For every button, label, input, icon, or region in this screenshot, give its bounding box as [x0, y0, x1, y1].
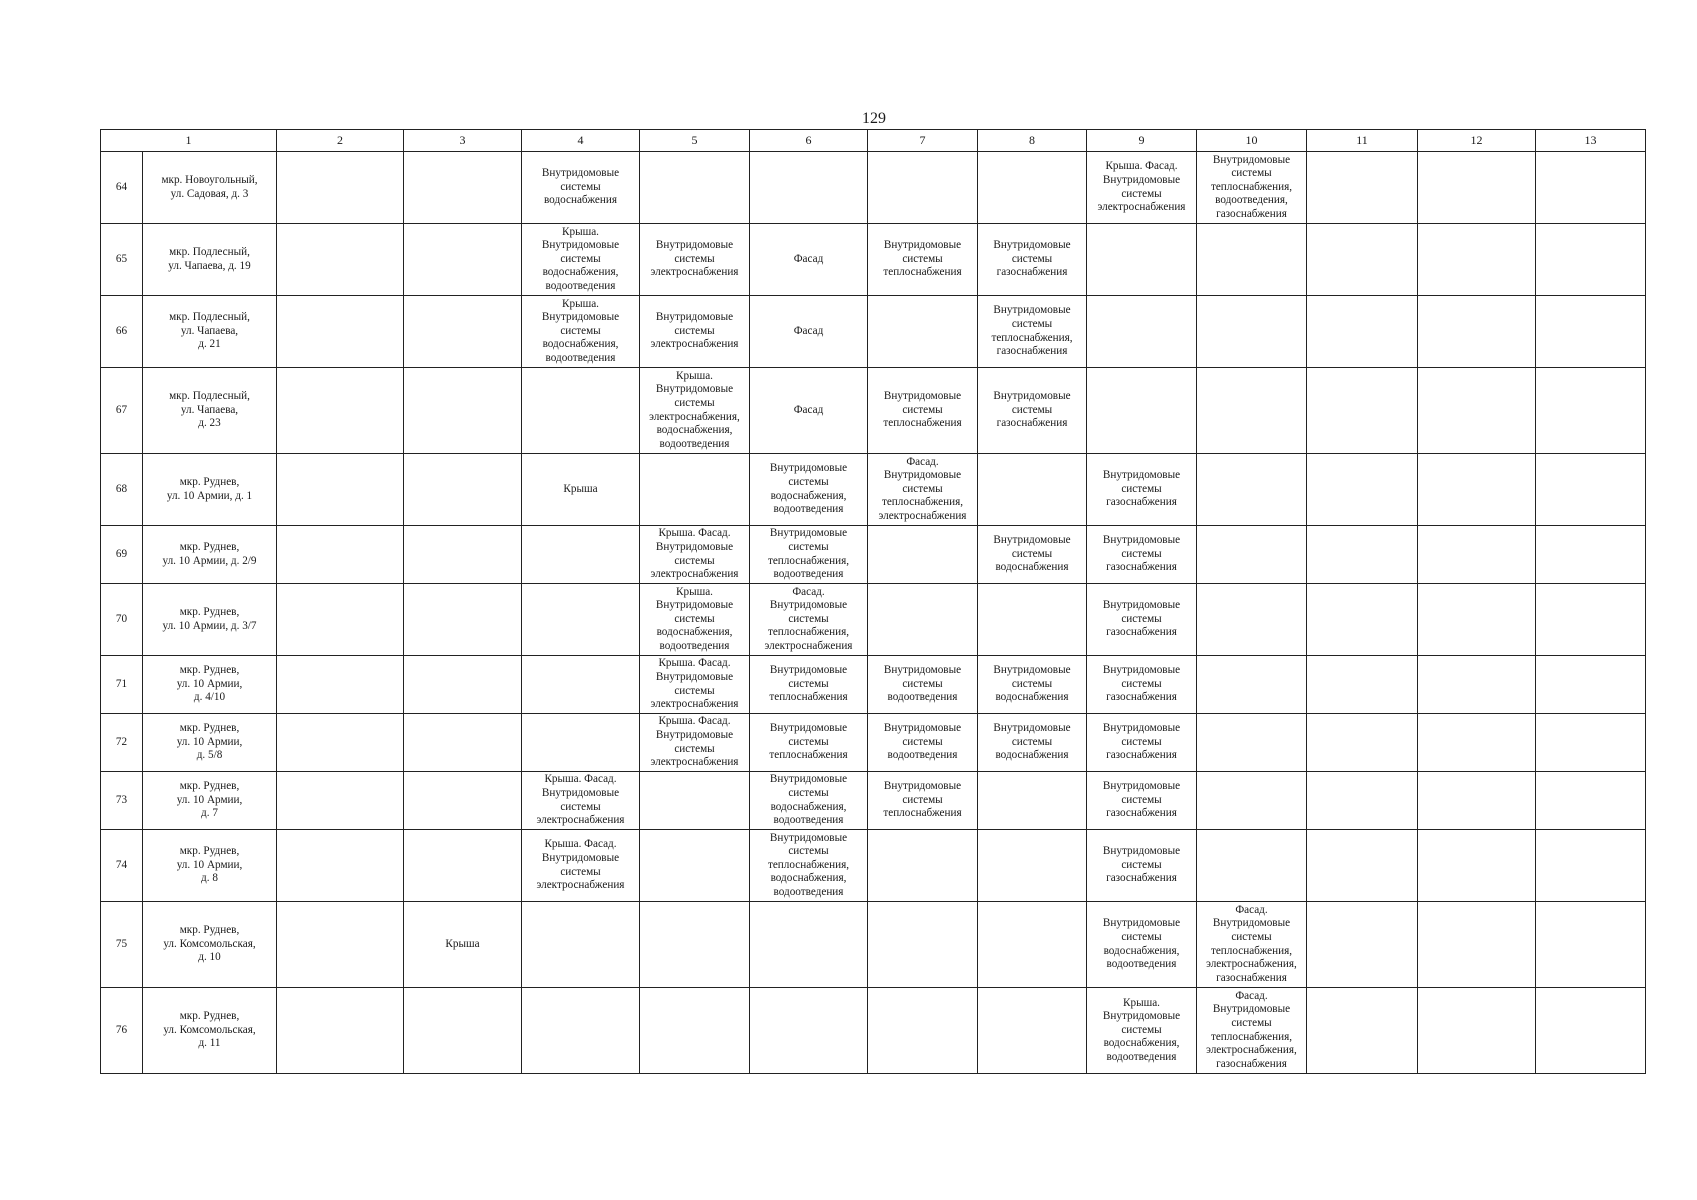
work-cell-col-13 — [1536, 296, 1646, 368]
work-cell-col-10 — [1197, 656, 1307, 714]
work-cell-col-7: Внутридомовые системы теплоснабжения — [868, 368, 978, 454]
work-cell-col-4 — [522, 584, 640, 656]
work-cell-col-3 — [404, 224, 522, 296]
table-row — [101, 368, 1646, 454]
table-row — [101, 526, 1646, 584]
work-cell-col-10 — [1197, 714, 1307, 772]
work-cell-col-2 — [277, 714, 404, 772]
work-cell-col-11 — [1307, 988, 1418, 1074]
work-cell-col-4 — [522, 902, 640, 988]
work-cell-col-2 — [277, 296, 404, 368]
work-cell-col-12 — [1418, 988, 1536, 1074]
work-cell-col-4 — [522, 656, 640, 714]
address-cell: мкр. Новоугольный, ул. Садовая, д. 3 — [143, 152, 277, 224]
work-cell-col-8 — [978, 902, 1087, 988]
work-cell-col-3 — [404, 152, 522, 224]
row-number: 76 — [101, 988, 143, 1074]
work-cell-col-8 — [978, 454, 1087, 526]
work-cell-col-10: Фасад. Внутридомовые системы теплоснабжения, электроснабжения, газоснабжения — [1197, 902, 1307, 988]
repair-schedule-table — [100, 129, 1646, 1074]
column-header: 1 — [101, 130, 277, 152]
work-cell-col-3 — [404, 526, 522, 584]
work-cell-col-9: Внутридомовые системы газоснабжения — [1087, 584, 1197, 656]
work-cell-col-3 — [404, 772, 522, 830]
table-row — [101, 454, 1646, 526]
address-cell: мкр. Подлесный, ул. Чапаева, д. 19 — [143, 224, 277, 296]
work-cell-col-10 — [1197, 296, 1307, 368]
work-cell-col-9 — [1087, 296, 1197, 368]
work-cell-col-11 — [1307, 454, 1418, 526]
column-header: 7 — [868, 130, 978, 152]
work-cell-col-11 — [1307, 830, 1418, 902]
work-cell-col-6 — [750, 152, 868, 224]
work-cell-col-12 — [1418, 584, 1536, 656]
row-number: 69 — [101, 526, 143, 584]
work-cell-col-11 — [1307, 772, 1418, 830]
work-cell-col-13 — [1536, 656, 1646, 714]
work-cell-col-7 — [868, 152, 978, 224]
work-cell-col-5: Крыша. Внутридомовые системы электроснабжения, водоснабжения, водоотведения — [640, 368, 750, 454]
work-cell-col-6 — [750, 902, 868, 988]
address-cell: мкр. Руднев, ул. 10 Армии, д. 1 — [143, 454, 277, 526]
work-cell-col-13 — [1536, 152, 1646, 224]
work-cell-col-6: Внутридомовые системы теплоснабжения — [750, 656, 868, 714]
work-cell-col-4: Крыша. Фасад. Внутридомовые системы электроснабжения — [522, 772, 640, 830]
table-row — [101, 772, 1646, 830]
work-cell-col-10 — [1197, 830, 1307, 902]
work-cell-col-3 — [404, 656, 522, 714]
work-cell-col-11 — [1307, 714, 1418, 772]
work-cell-col-7: Внутридомовые системы теплоснабжения — [868, 772, 978, 830]
work-cell-col-4: Крыша. Фасад. Внутридомовые системы электроснабжения — [522, 830, 640, 902]
table-body — [101, 152, 1646, 1074]
work-cell-col-9: Внутридомовые системы газоснабжения — [1087, 454, 1197, 526]
work-cell-col-7: Фасад. Внутридомовые системы теплоснабжения, электроснабжения — [868, 454, 978, 526]
work-cell-col-3 — [404, 988, 522, 1074]
work-cell-col-11 — [1307, 656, 1418, 714]
work-cell-col-9: Крыша. Фасад. Внутридомовые системы электроснабжения — [1087, 152, 1197, 224]
work-cell-col-6: Внутридомовые системы водоснабжения, водоотведения — [750, 772, 868, 830]
work-cell-col-2 — [277, 224, 404, 296]
work-cell-col-8: Внутридомовые системы теплоснабжения, газоснабжения — [978, 296, 1087, 368]
work-cell-col-13 — [1536, 526, 1646, 584]
work-cell-col-4: Крыша — [522, 454, 640, 526]
work-cell-col-8 — [978, 152, 1087, 224]
row-number: 66 — [101, 296, 143, 368]
work-cell-col-2 — [277, 368, 404, 454]
work-cell-col-9: Внутридомовые системы водоснабжения, водоотведения — [1087, 902, 1197, 988]
page-number: 129 — [862, 110, 886, 127]
work-cell-col-8 — [978, 584, 1087, 656]
column-number-row — [101, 130, 1646, 152]
work-cell-col-4: Внутридомовые системы водоснабжения — [522, 152, 640, 224]
work-cell-col-3: Крыша — [404, 902, 522, 988]
work-cell-col-13 — [1536, 830, 1646, 902]
address-cell: мкр. Руднев, ул. 10 Армии, д. 8 — [143, 830, 277, 902]
work-cell-col-5 — [640, 152, 750, 224]
work-cell-col-9: Внутридомовые системы газоснабжения — [1087, 830, 1197, 902]
work-cell-col-5 — [640, 772, 750, 830]
work-cell-col-11 — [1307, 526, 1418, 584]
table-row — [101, 584, 1646, 656]
work-cell-col-6: Внутридомовые системы теплоснабжения, водоотведения — [750, 526, 868, 584]
table-row — [101, 902, 1646, 988]
work-cell-col-11 — [1307, 224, 1418, 296]
work-cell-col-12 — [1418, 526, 1536, 584]
table-row — [101, 714, 1646, 772]
row-number: 70 — [101, 584, 143, 656]
work-cell-col-9 — [1087, 368, 1197, 454]
row-number: 71 — [101, 656, 143, 714]
work-cell-col-13 — [1536, 772, 1646, 830]
table-row — [101, 830, 1646, 902]
work-cell-col-10 — [1197, 526, 1307, 584]
work-cell-col-6: Фасад — [750, 224, 868, 296]
work-cell-col-7 — [868, 830, 978, 902]
work-cell-col-4: Крыша. Внутридомовые системы водоснабжения, водоотведения — [522, 224, 640, 296]
work-cell-col-7 — [868, 988, 978, 1074]
row-number: 65 — [101, 224, 143, 296]
work-cell-col-10 — [1197, 584, 1307, 656]
work-cell-col-9 — [1087, 224, 1197, 296]
work-cell-col-6: Внутридомовые системы теплоснабжения, водоснабжения, водоотведения — [750, 830, 868, 902]
work-cell-col-9: Внутридомовые системы газоснабжения — [1087, 772, 1197, 830]
work-cell-col-12 — [1418, 296, 1536, 368]
work-cell-col-7 — [868, 902, 978, 988]
work-cell-col-12 — [1418, 656, 1536, 714]
work-cell-col-13 — [1536, 454, 1646, 526]
work-cell-col-6: Внутридомовые системы водоснабжения, водоотведения — [750, 454, 868, 526]
work-cell-col-13 — [1536, 224, 1646, 296]
work-cell-col-9: Внутридомовые системы газоснабжения — [1087, 656, 1197, 714]
work-cell-col-5 — [640, 988, 750, 1074]
work-cell-col-10 — [1197, 772, 1307, 830]
column-header: 11 — [1307, 130, 1418, 152]
work-cell-col-8: Внутридомовые системы водоснабжения — [978, 714, 1087, 772]
address-cell: мкр. Руднев, ул. 10 Армии, д. 3/7 — [143, 584, 277, 656]
work-cell-col-10: Фасад. Внутридомовые системы теплоснабжения, электроснабжения, газоснабжения — [1197, 988, 1307, 1074]
row-number: 73 — [101, 772, 143, 830]
work-cell-col-5: Крыша. Фасад. Внутридомовые системы электроснабжения — [640, 714, 750, 772]
work-cell-col-2 — [277, 584, 404, 656]
work-cell-col-11 — [1307, 296, 1418, 368]
work-cell-col-8: Внутридомовые системы газоснабжения — [978, 224, 1087, 296]
work-cell-col-11 — [1307, 584, 1418, 656]
work-cell-col-13 — [1536, 902, 1646, 988]
work-cell-col-7: Внутридомовые системы водоотведения — [868, 656, 978, 714]
work-cell-col-4 — [522, 714, 640, 772]
work-cell-col-12 — [1418, 830, 1536, 902]
work-cell-col-5: Крыша. Внутридомовые системы водоснабжения, водоотведения — [640, 584, 750, 656]
address-cell: мкр. Руднев, ул. 10 Армии, д. 2/9 — [143, 526, 277, 584]
work-cell-col-2 — [277, 772, 404, 830]
work-cell-col-7 — [868, 526, 978, 584]
work-cell-col-4: Крыша. Внутридомовые системы водоснабжения, водоотведения — [522, 296, 640, 368]
work-cell-col-6: Фасад. Внутридомовые системы теплоснабжения, электроснабжения — [750, 584, 868, 656]
column-header: 3 — [404, 130, 522, 152]
work-cell-col-5: Крыша. Фасад. Внутридомовые системы электроснабжения — [640, 656, 750, 714]
work-cell-col-10 — [1197, 224, 1307, 296]
work-cell-col-3 — [404, 714, 522, 772]
work-cell-col-5: Крыша. Фасад. Внутридомовые системы электроснабжения — [640, 526, 750, 584]
work-cell-col-9: Крыша. Внутридомовые системы водоснабжения, водоотведения — [1087, 988, 1197, 1074]
work-cell-col-6: Фасад — [750, 296, 868, 368]
column-header: 9 — [1087, 130, 1197, 152]
work-cell-col-6: Фасад — [750, 368, 868, 454]
work-cell-col-9: Внутридомовые системы газоснабжения — [1087, 526, 1197, 584]
column-header: 13 — [1536, 130, 1646, 152]
column-header: 6 — [750, 130, 868, 152]
work-cell-col-12 — [1418, 368, 1536, 454]
address-cell: мкр. Подлесный, ул. Чапаева, д. 21 — [143, 296, 277, 368]
work-cell-col-5: Внутридомовые системы электроснабжения — [640, 224, 750, 296]
work-cell-col-10 — [1197, 454, 1307, 526]
address-cell: мкр. Руднев, ул. 10 Армии, д. 4/10 — [143, 656, 277, 714]
work-cell-col-10: Внутридомовые системы теплоснабжения, водоотведения, газоснабжения — [1197, 152, 1307, 224]
table-row — [101, 224, 1646, 296]
work-cell-col-5 — [640, 830, 750, 902]
column-header: 10 — [1197, 130, 1307, 152]
column-header: 2 — [277, 130, 404, 152]
work-cell-col-13 — [1536, 584, 1646, 656]
work-cell-col-2 — [277, 988, 404, 1074]
row-number: 75 — [101, 902, 143, 988]
table-row — [101, 296, 1646, 368]
work-cell-col-12 — [1418, 454, 1536, 526]
work-cell-col-7 — [868, 296, 978, 368]
work-cell-col-2 — [277, 152, 404, 224]
work-cell-col-2 — [277, 454, 404, 526]
work-cell-col-3 — [404, 296, 522, 368]
work-cell-col-5 — [640, 454, 750, 526]
work-cell-col-2 — [277, 526, 404, 584]
work-cell-col-10 — [1197, 368, 1307, 454]
address-cell: мкр. Руднев, ул. Комсомольская, д. 11 — [143, 988, 277, 1074]
address-cell: мкр. Руднев, ул. 10 Армии, д. 7 — [143, 772, 277, 830]
work-cell-col-13 — [1536, 714, 1646, 772]
work-cell-col-7: Внутридомовые системы теплоснабжения — [868, 224, 978, 296]
work-cell-col-4 — [522, 368, 640, 454]
work-cell-col-8: Внутридомовые системы газоснабжения — [978, 368, 1087, 454]
row-number: 64 — [101, 152, 143, 224]
work-cell-col-13 — [1536, 368, 1646, 454]
work-cell-col-12 — [1418, 714, 1536, 772]
column-header: 5 — [640, 130, 750, 152]
work-cell-col-3 — [404, 584, 522, 656]
work-cell-col-11 — [1307, 152, 1418, 224]
work-cell-col-8 — [978, 830, 1087, 902]
work-cell-col-3 — [404, 368, 522, 454]
work-cell-col-11 — [1307, 368, 1418, 454]
work-cell-col-2 — [277, 902, 404, 988]
work-cell-col-6 — [750, 988, 868, 1074]
work-cell-col-6: Внутридомовые системы теплоснабжения — [750, 714, 868, 772]
address-cell: мкр. Руднев, ул. Комсомольская, д. 10 — [143, 902, 277, 988]
work-cell-col-12 — [1418, 772, 1536, 830]
work-cell-col-5 — [640, 902, 750, 988]
table-row — [101, 152, 1646, 224]
work-cell-col-5: Внутридомовые системы электроснабжения — [640, 296, 750, 368]
row-number: 74 — [101, 830, 143, 902]
work-cell-col-13 — [1536, 988, 1646, 1074]
work-cell-col-9: Внутридомовые системы газоснабжения — [1087, 714, 1197, 772]
row-number: 67 — [101, 368, 143, 454]
address-cell: мкр. Руднев, ул. 10 Армии, д. 5/8 — [143, 714, 277, 772]
column-header: 8 — [978, 130, 1087, 152]
work-cell-col-12 — [1418, 902, 1536, 988]
column-header: 4 — [522, 130, 640, 152]
work-cell-col-12 — [1418, 152, 1536, 224]
row-number: 72 — [101, 714, 143, 772]
work-cell-col-3 — [404, 830, 522, 902]
row-number: 68 — [101, 454, 143, 526]
work-cell-col-3 — [404, 454, 522, 526]
work-cell-col-7 — [868, 584, 978, 656]
table-row — [101, 656, 1646, 714]
work-cell-col-2 — [277, 656, 404, 714]
work-cell-col-12 — [1418, 224, 1536, 296]
work-cell-col-8: Внутридомовые системы водоснабжения — [978, 656, 1087, 714]
work-cell-col-4 — [522, 988, 640, 1074]
work-cell-col-2 — [277, 830, 404, 902]
work-cell-col-8: Внутридомовые системы водоснабжения — [978, 526, 1087, 584]
work-cell-col-8 — [978, 772, 1087, 830]
work-cell-col-7: Внутридомовые системы водоотведения — [868, 714, 978, 772]
table-row — [101, 988, 1646, 1074]
work-cell-col-4 — [522, 526, 640, 584]
address-cell: мкр. Подлесный, ул. Чапаева, д. 23 — [143, 368, 277, 454]
work-cell-col-11 — [1307, 902, 1418, 988]
column-header: 12 — [1418, 130, 1536, 152]
work-cell-col-8 — [978, 988, 1087, 1074]
